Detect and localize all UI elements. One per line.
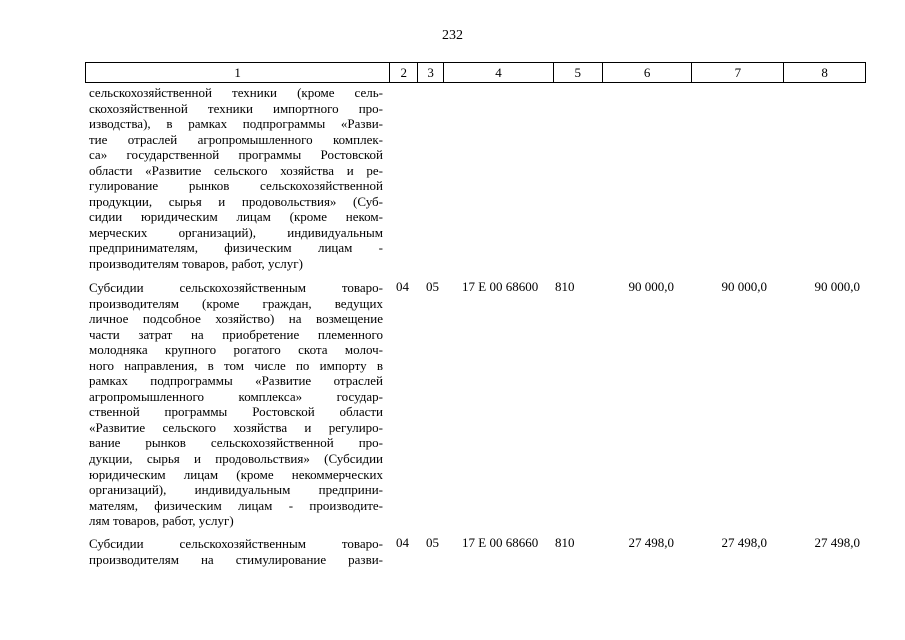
text-line: «Развитие сельского хозяйства и регулиро- — [89, 419, 383, 435]
text-line: продукции, сырья и продовольствия» (Суб- — [89, 193, 383, 209]
text-line: са» государственной программы Ростовской — [89, 147, 383, 163]
row-1-col-5: 810 — [555, 279, 575, 294]
row-2-col-5: 810 — [555, 535, 575, 550]
row-1-col-7: 90 000,0 — [721, 279, 767, 294]
text-line: ственной программы Ростовской области — [89, 404, 383, 420]
row-2-col-8: 27 498,0 — [814, 535, 860, 550]
row-2-description — [89, 536, 383, 567]
text-line: сидии юридическим лицам (кроме неком- — [89, 209, 383, 225]
text-line: личное подсобное хозяйство) на возмещение — [89, 311, 383, 327]
row-2-col-4: 17 Е 00 68660 — [462, 535, 539, 550]
row-2-col-3: 05 — [426, 535, 439, 550]
text-line: ного направления, в том числе по импорту в — [89, 357, 383, 373]
text-line: производителям товаров, работ, услуг) — [89, 256, 303, 272]
text-line: мателям, физическим лицам - производите- — [89, 497, 383, 513]
header-col-2: 2 — [389, 63, 417, 82]
text-line: вание рынков сельскохозяйственной про- — [89, 435, 383, 451]
continuation-description — [89, 85, 383, 272]
row-2-col-2: 04 — [396, 535, 409, 550]
row-1-col-4: 17 Е 00 68600 — [462, 279, 539, 294]
text-line: производителям (кроме граждан, ведущих — [89, 295, 383, 311]
text-line: молодняка крупного рогатого скота молоч- — [89, 342, 383, 358]
table-header — [85, 62, 866, 83]
text-line: производителям на стимулирование разви- — [89, 551, 383, 567]
header-col-3: 3 — [417, 63, 443, 82]
text-line: лям товаров, работ, услуг) — [89, 513, 234, 529]
header-col-7: 7 — [691, 63, 783, 82]
text-line: части затрат на приобретение племенного — [89, 326, 383, 342]
row-1-col-8: 90 000,0 — [814, 279, 860, 294]
text-line: области «Развитие сельского хозяйства и ре- — [89, 162, 383, 178]
text-line: Субсидии сельскохозяйственным товаро- — [89, 536, 383, 551]
text-line: скохозяйственной техники импортного про- — [89, 100, 383, 116]
header-col-1: 1 — [234, 65, 241, 80]
text-line: гулирование рынков сельскохозяйственной — [89, 178, 383, 194]
text-line: Субсидии сельскохозяйственным товаро- — [89, 280, 383, 295]
header-col-5: 5 — [553, 63, 602, 82]
row-1-col-3: 05 — [426, 279, 439, 294]
row-1-description — [89, 280, 383, 529]
row-2-col-6: 27 498,0 — [628, 535, 674, 550]
text-line: дукции, сырья и продовольствия» (Субсидии — [89, 451, 383, 467]
text-line: изводства), в рамках подпрограммы «Разви- — [89, 116, 383, 132]
header-col-4: 4 — [443, 63, 553, 82]
header-col-6: 6 — [602, 63, 692, 82]
text-line: рамках подпрограммы «Развитие отраслей — [89, 373, 383, 389]
row-1-col-2: 04 — [396, 279, 409, 294]
text-line: агропромышленного комплекса» государ- — [89, 388, 383, 404]
text-line: тие отраслей агропромышленного комплек- — [89, 131, 383, 147]
text-line: юридическим лицам (кроме некоммерческих — [89, 466, 383, 482]
text-line: сельскохозяйственной техники (кроме сель- — [89, 85, 383, 100]
page-number: 232 — [442, 28, 463, 43]
row-2-col-7: 27 498,0 — [721, 535, 767, 550]
header-col-8: 8 — [783, 63, 865, 82]
text-line: организаций), индивидуальным предприни- — [89, 482, 383, 498]
text-line: предпринимателям, физическим лицам - — [89, 240, 383, 256]
row-1-col-6: 90 000,0 — [628, 279, 674, 294]
text-line: мерческих организаций), индивидуальным — [89, 224, 383, 240]
